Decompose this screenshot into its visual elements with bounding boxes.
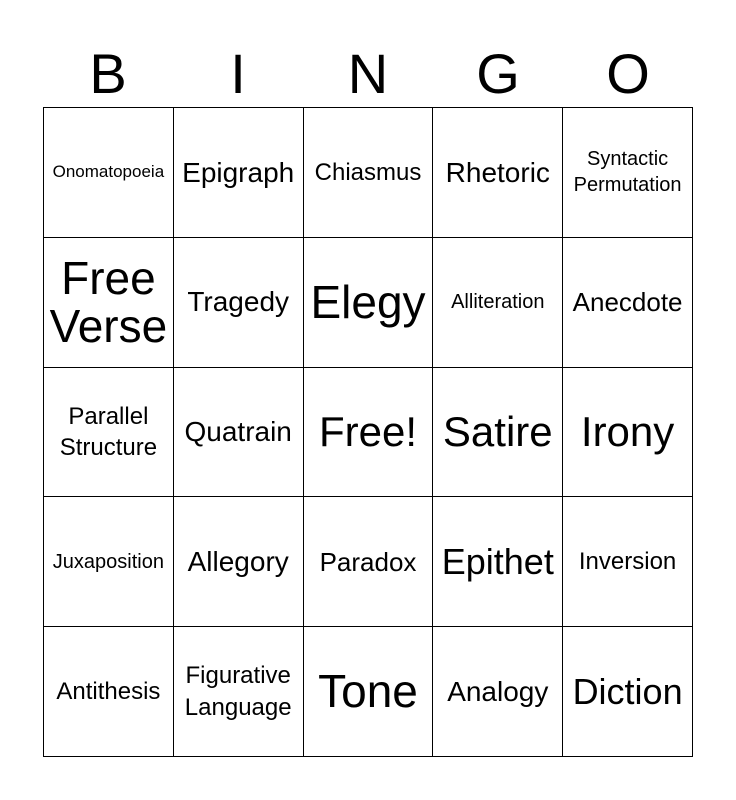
bingo-cell[interactable] [563,627,693,757]
bingo-cell[interactable] [174,368,304,498]
bingo-cell[interactable] [44,627,174,757]
cell-label: Figurative Language [184,662,292,721]
bingo-board [43,107,693,757]
bingo-cell[interactable] [433,108,563,238]
cell-label: Tone [318,665,418,718]
bingo-cell[interactable] [563,497,693,627]
header-letter-b: B [89,42,127,105]
header-letter-g: G [476,42,520,105]
bingo-cell[interactable] [563,108,693,238]
bingo-cell[interactable] [44,368,174,498]
cell-label: Chiasmus [314,158,422,186]
cell-label: Irony [580,407,675,455]
bingo-cell[interactable] [304,238,434,368]
header-letter-o: O [606,42,650,105]
bingo-header [43,40,693,108]
cell-label: Syntactic Permutation [573,148,682,197]
bingo-cell[interactable] [304,627,434,757]
bingo-cell[interactable] [44,497,174,627]
bingo-cell[interactable] [433,627,563,757]
cell-label: Allegory [187,545,289,577]
cell-label: Anecdote [572,286,683,317]
cell-label: Parallel Structure [59,402,158,461]
cell-label: Elegy [310,276,426,329]
bingo-cell[interactable] [433,368,563,498]
bingo-cell[interactable] [174,238,304,368]
bingo-cell[interactable] [174,497,304,627]
free-space-label: Free! [318,407,417,455]
cell-label: Rhetoric [445,156,550,188]
cell-label: Analogy [447,675,549,707]
bingo-cell[interactable] [433,238,563,368]
bingo-cell[interactable] [304,497,434,627]
cell-label: Satire [442,407,553,455]
bingo-cell[interactable] [304,108,434,238]
cell-label: Free Verse [49,251,168,353]
bingo-cell[interactable] [563,368,693,498]
bingo-cell[interactable] [44,108,174,238]
cell-label: Antithesis [56,678,161,705]
header-letter-n: N [347,42,389,105]
cell-label: Epithet [441,540,554,582]
cell-label: Paradox [319,546,417,577]
cell-label: Inversion [578,548,677,576]
bingo-cell[interactable] [44,238,174,368]
cell-label: Juxaposition [52,550,164,573]
bingo-cell[interactable] [563,238,693,368]
cell-label: Tragedy [187,286,290,318]
cell-label: Epigraph [182,156,295,188]
bingo-cell[interactable] [433,497,563,627]
bingo-cell[interactable] [174,108,304,238]
cell-label: Diction [572,670,683,712]
cell-label: Onomatopoeia [52,162,165,182]
header-letter-i: I [230,42,246,105]
cell-label: Alliteration [451,291,545,314]
bingo-cell[interactable] [174,627,304,757]
cell-label: Quatrain [184,416,292,448]
free-space-cell[interactable] [304,368,434,498]
